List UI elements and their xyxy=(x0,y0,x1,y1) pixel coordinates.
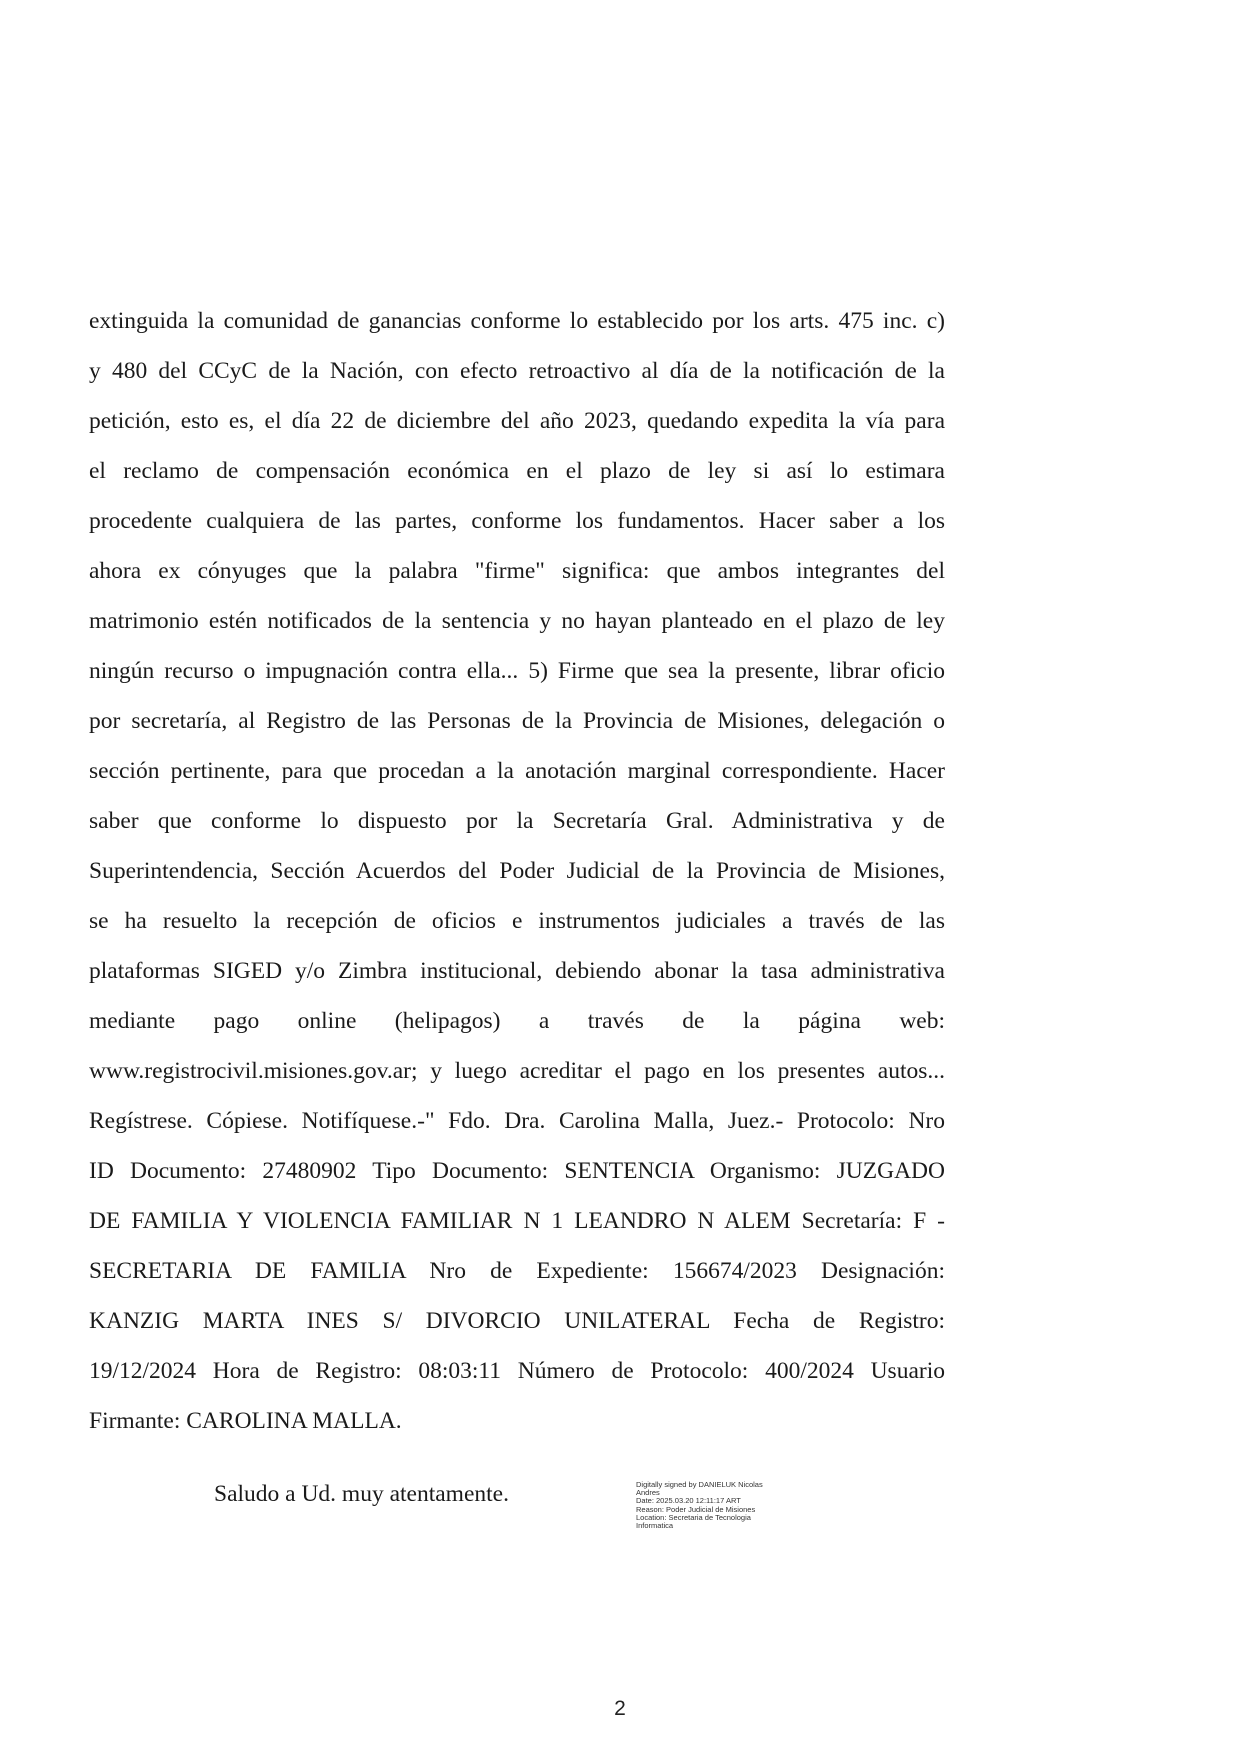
body-line-1: extinguida la comunidad de ganancias conforme lo establecido por los arts. 475 inc. c) xyxy=(89,308,945,334)
body-text xyxy=(89,302,945,1452)
body-line-9: por secretaría, al Registro de las Personas de la Provincia de Misiones, delegación o xyxy=(89,708,945,734)
body-line-20: SECRETARIA DE FAMILIA Nro de Expediente: 156674/2023 Designación: xyxy=(89,1258,945,1284)
body-line-17: Regístrese. Cópiese. Notifíquese.-" Fdo. Dra. Carolina Malla, Juez.- Protocolo: Nro xyxy=(89,1108,945,1134)
body-line-12: Superintendencia, Sección Acuerdos del Poder Judicial de la Provincia de Misiones, xyxy=(89,858,945,884)
signature-line: Andres xyxy=(636,1488,660,1498)
digital-signature-block xyxy=(636,1481,796,1530)
page-number: 2 xyxy=(614,1697,626,1720)
body-line-18: ID Documento: 27480902 Tipo Documento: SENTENCIA Organismo: JUZGADO xyxy=(89,1158,945,1184)
body-line-19: DE FAMILIA Y VIOLENCIA FAMILIAR N 1 LEANDRO N ALEM Secretaría: F - xyxy=(89,1208,945,1234)
body-line-7: matrimonio estén notificados de la sentencia y no hayan planteado en el plazo de ley xyxy=(89,608,945,634)
body-line-10: sección pertinente, para que procedan a la anotación marginal correspondiente. Hacer xyxy=(89,758,945,784)
body-line-3: petición, esto es, el día 22 de diciembre del año 2023, quedando expedita la vía para xyxy=(89,408,945,434)
body-line-11: saber que conforme lo dispuesto por la Secretaría Gral. Administrativa y de xyxy=(89,808,945,834)
body-line-4: el reclamo de compensación económica en el plazo de ley si así lo estimara xyxy=(89,458,945,484)
signature-line: Reason: Poder Judicial de Misiones xyxy=(636,1504,756,1514)
body-line-23: Firmante: CAROLINA MALLA. xyxy=(89,1408,402,1434)
signature-line: Digitally signed by DANIELUK Nicolas xyxy=(636,1480,763,1489)
body-line-21: KANZIG MARTA INES S/ DIVORCIO UNILATERAL Fecha de Registro: xyxy=(89,1308,945,1334)
signature-line: Date: 2025.03.20 12:11:17 ART xyxy=(636,1496,741,1506)
signature-line: Location: Secretaria de Tecnologia xyxy=(636,1512,751,1522)
body-line-15: mediante pago online (helipagos) a través de la página web: xyxy=(89,1008,945,1034)
body-line-8: ningún recurso o impugnación contra ella... 5) Firme que sea la presente, librar oficio xyxy=(89,658,945,684)
body-line-6: ahora ex cónyuges que la palabra "firme" significa: que ambos integrantes del xyxy=(89,558,945,584)
body-line-16: www.registrocivil.misiones.gov.ar; y luego acreditar el pago en los presentes autos... xyxy=(89,1058,945,1084)
body-line-2: y 480 del CCyC de la Nación, con efecto retroactivo al día de la notificación de la xyxy=(89,358,945,384)
body-line-5: procedente cualquiera de las partes, conforme los fundamentos. Hacer saber a los xyxy=(89,508,945,534)
body-line-14: plataformas SIGED y/o Zimbra institucional, debiendo abonar la tasa administrativa xyxy=(89,958,945,984)
signature-line: Informatica xyxy=(636,1521,674,1531)
body-line-22: 19/12/2024 Hora de Registro: 08:03:11 Número de Protocolo: 400/2024 Usuario xyxy=(89,1358,945,1384)
closing-salutation: Saludo a Ud. muy atentamente. xyxy=(214,1481,509,1507)
body-line-13: se ha resuelto la recepción de oficios e instrumentos judiciales a través de las xyxy=(89,908,945,934)
